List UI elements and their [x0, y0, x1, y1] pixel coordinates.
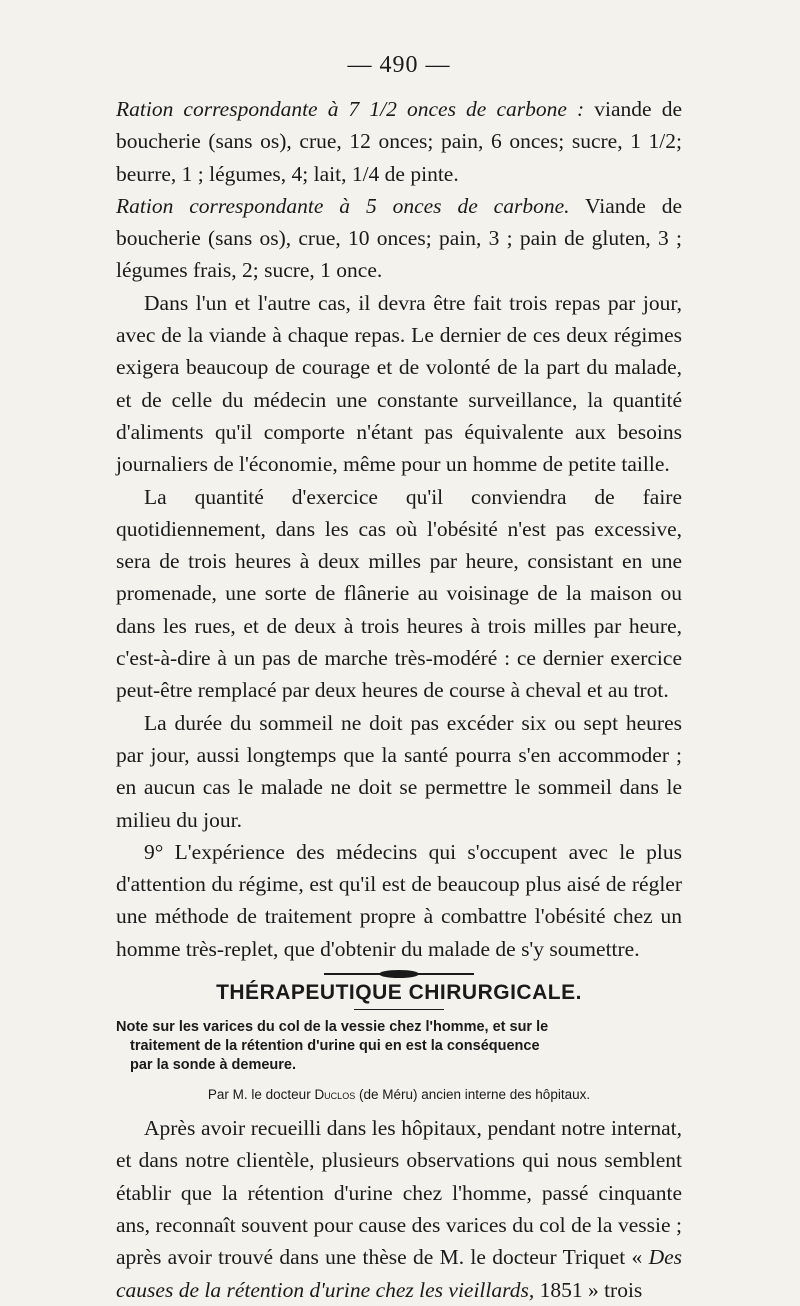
author-suffix: (de Méru) ancien interne des hôpitaux.	[355, 1087, 591, 1103]
ornament-rule	[324, 973, 474, 975]
ration-text-2: Viande de boucherie (sans os), crue, 10 onces; pain, 3 ; pain de gluten, 3 ; légumes frais, 2; sucre, 1 once.	[116, 193, 682, 283]
author-name: Duclos	[314, 1087, 356, 1103]
article-text-start: Après avoir recueilli dans les hôpitaux, pendant notre internat, et dans notre clientèle, plusieurs observations qui nous semblent établir que la rétention d'urine chez l'homme, passé cinquante ans, reconnaît souvent pour cause des varices du col de la vessie ; après avoir trouvé dans une thèse de M. le docteur Triquet «	[116, 1116, 682, 1270]
page-number: — 490 —	[347, 52, 451, 78]
author-prefix: Par M. le docteur	[207, 1087, 315, 1103]
experience-paragraph: 9° L'expérience des médecins qui s'occupent avec le plus d'attention du régime, est qu'il est de beaucoup plus aisé de régler une méthode de traitement propre à combattre l'obésité chez un homme très-replet, que d'obtenir du malade de s'y soumettre.	[116, 839, 682, 961]
article-text-end: 1851 » trois	[534, 1277, 643, 1302]
author-line	[116, 1087, 682, 1102]
ration-paragraph-1	[116, 93, 682, 190]
section-title: THÉRAPEUTIQUE CHIRURGICALE.	[216, 981, 582, 1005]
ration-text-1: viande de boucherie (sans os), crue, 12 onces; pain, 6 onces; sucre, 1 1/2; beurre, 1 ; légumes, 4; lait, 1/4 de pinte.	[116, 97, 682, 186]
ration-heading-2: Ration correspondante à 5 onces de carbone.	[116, 193, 570, 218]
note-title	[116, 1018, 682, 1075]
section-divider	[116, 973, 682, 975]
sleep-paragraph: La durée du sommeil ne doit pas excéder six ou sept heures par jour, aussi longtemps que la santé pourra s'en accommoder ; en aucun cas le malade ne doit se permettre le sommeil dans le milieu du jour.	[116, 710, 682, 832]
note-title-line-3: par la sonde à demeure.	[130, 1057, 297, 1074]
note-title-line-1: Note sur les varices du col de la vessie chez l'homme, et sur le	[116, 1019, 549, 1036]
ration-paragraph-2	[116, 190, 682, 287]
ration-heading-1: Ration correspondante à 7 1/2 onces de carbone :	[116, 97, 585, 121]
meals-paragraph: Dans l'un et l'autre cas, il devra être fait trois repas par jour, avec de la viande à chaque repas. Le dernier de ces deux régimes exigera beaucoup de courage et de volonté de la part du malade, et de celle du médecin une constante surveillance, la quantité d'aliments qu'il comporte n'étant pas équivalente aux besoins journaliers de l'économie, même pour un homme de petite taille.	[116, 290, 682, 477]
note-title-line-2: traitement de la rétention d'urine qui en est la conséquence	[130, 1038, 540, 1055]
exercise-paragraph: La quantité d'exercice qu'il conviendra de faire quotidiennement, dans les cas où l'obésité n'est pas excessive, sera de trois heures à deux milles par heure, consistant en une promenade, une sorte de flânerie au voisinage de la maison ou dans les rues, et de deux à trois heures à trois milles par heure, c'est-à-dire à un pas de marche très-modéré : ce dernier exercice peut-être remplacé par deux heures de course à cheval et au trot.	[116, 484, 682, 703]
thesis-title: Des causes de la rétention d'urine chez les vieillards,	[116, 1245, 682, 1302]
article-paragraph-1	[116, 1112, 682, 1306]
title-underline	[354, 1009, 444, 1010]
